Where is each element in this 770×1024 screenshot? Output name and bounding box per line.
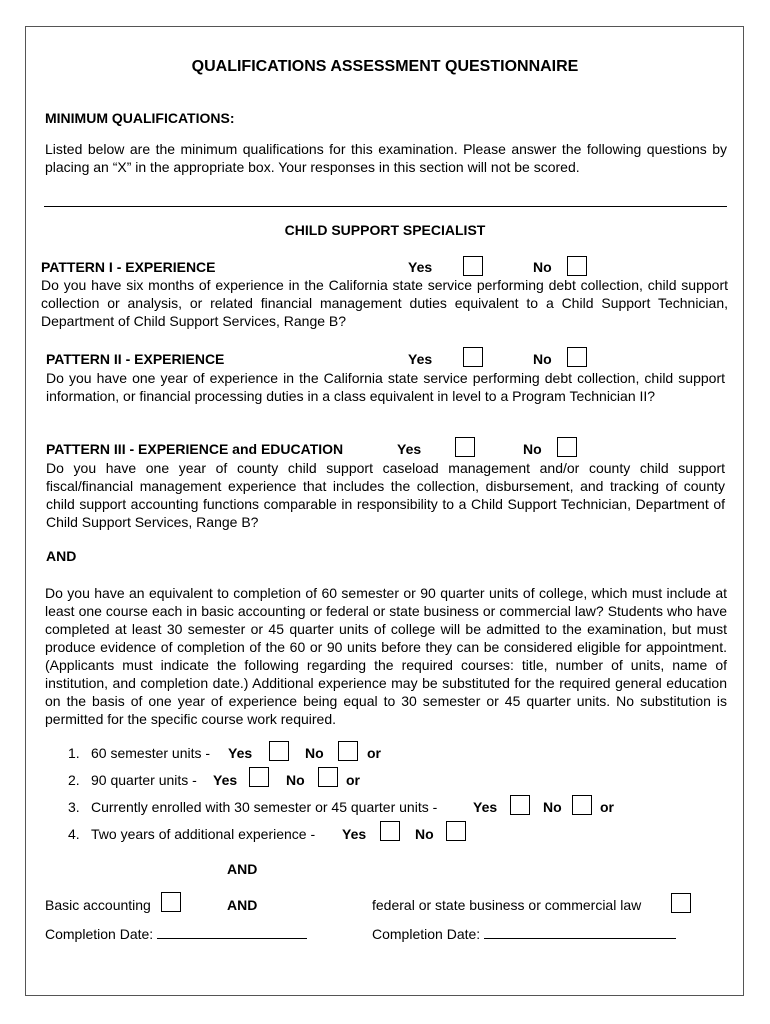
completion-date-text-2: Completion Date: [372,926,481,942]
and-label-2: AND [227,861,258,877]
completion-date-label-2 [372,924,676,942]
divider [44,206,727,207]
option-4-yes-checkbox[interactable] [380,821,400,841]
section-title: CHILD SUPPORT SPECIALIST [284,222,486,238]
intro-paragraph: Listed below are the minimum qualifications for this examination. Please answer the following questions by placing an “X” in the appropriate box. Your responses in this section will not be scored. [45,141,727,175]
and-label-3: AND [227,897,258,913]
option-3-yes-checkbox[interactable] [510,795,530,815]
option-4-number: 4. [68,826,80,842]
min-qualifications-heading: MINIMUM QUALIFICATIONS: [45,110,235,126]
option-2-or: or [346,772,360,788]
option-3-or: or [600,799,614,815]
pattern3-yes-label: Yes [397,441,422,457]
option-3-no-checkbox[interactable] [572,795,592,815]
completion-date-line-2[interactable] [484,924,676,939]
pattern1-yes-checkbox[interactable] [463,256,483,276]
option-1-or: or [367,745,381,761]
option-4-no-label: No [415,826,434,842]
fed-law-checkbox[interactable] [671,893,691,913]
option-1-no-checkbox[interactable] [338,741,358,761]
basic-accounting-label: Basic accounting [45,897,151,913]
pattern1-yes-label: Yes [408,259,433,275]
option-3-no-label: No [543,799,562,815]
pattern1-heading: PATTERN I - EXPERIENCE [41,259,216,275]
pattern3-heading: PATTERN III - EXPERIENCE and EDUCATION [46,441,344,457]
option-2-no-checkbox[interactable] [318,767,338,787]
pattern3-no-label: No [523,441,542,457]
fed-law-label: federal or state business or commercial law [372,897,642,913]
page-title: QUALIFICATIONS ASSESSMENT QUESTIONNAIRE [191,58,579,75]
option-2-yes-label: Yes [213,772,238,788]
option-3-number: 3. [68,799,80,815]
option-1-label: 60 semester units - [91,745,211,761]
pattern1-question: Do you have six months of experience in the California state service performing debt collection, child support collection or analysis, or related financial management duties equivalent to a Child Support Technician, Department of Child Support Services, Range B? [41,277,728,329]
completion-date-label-1 [45,924,307,942]
option-1-yes-label: Yes [228,745,253,761]
pattern3-no-checkbox[interactable] [557,437,577,457]
pattern2-yes-label: Yes [408,351,433,367]
pattern2-question: Do you have one year of experience in the California state service performing debt collection, child support information, or financial processing duties in a class equivalent in level to a Program Technician II? [46,370,725,404]
pattern2-yes-checkbox[interactable] [463,347,483,367]
pattern2-no-checkbox[interactable] [567,347,587,367]
pattern2-no-label: No [533,351,552,367]
pattern1-no-label: No [533,259,552,275]
pattern3-question: Do you have one year of county child support caseload management and/or county child support fiscal/financial management experience that includes the collection, disbursement, and tracking of county child support accounting functions comparable in responsibility to a Child Support Technician, Department of Child Support Services, Range B? [46,460,725,530]
option-4-no-checkbox[interactable] [446,821,466,841]
option-3-label: Currently enrolled with 30 semester or 45 quarter units - [91,799,438,815]
pattern2-heading: PATTERN II - EXPERIENCE [46,351,225,367]
basic-accounting-checkbox[interactable] [161,892,181,912]
option-2-yes-checkbox[interactable] [249,767,269,787]
option-3-yes-label: Yes [473,799,498,815]
option-1-no-label: No [305,745,324,761]
option-2-number: 2. [68,772,80,788]
pattern1-no-checkbox[interactable] [567,256,587,276]
option-2-no-label: No [286,772,305,788]
option-2-label: 90 quarter units - [91,772,197,788]
and-label: AND [46,548,77,564]
education-question: Do you have an equivalent to completion of 60 semester or 90 quarter units of college, which must include at least one course each in basic accounting or federal or state business or commercial law? Students who have completed at least 30 semester or 45 quarter units of college will be admitted to the examination, but must produce evidence of completion of the 60 or 90 units before they can be considered eligible for appointment. (Applicants must indicate the following regarding the required courses: title, number of units, name of institution, and completion date.) Additional experience may be substituted for the required general education on the basis of one year of experience being equal to 30 semester or 45 quarter units. No substitution is permitted for the specific course work required. [45,585,727,727]
option-1-yes-checkbox[interactable] [269,741,289,761]
pattern3-yes-checkbox[interactable] [455,437,475,457]
completion-date-line-1[interactable] [157,924,307,939]
option-4-label: Two years of additional experience - [91,826,316,842]
option-1-number: 1. [68,745,80,761]
option-4-yes-label: Yes [342,826,367,842]
completion-date-text-1: Completion Date: [45,926,154,942]
